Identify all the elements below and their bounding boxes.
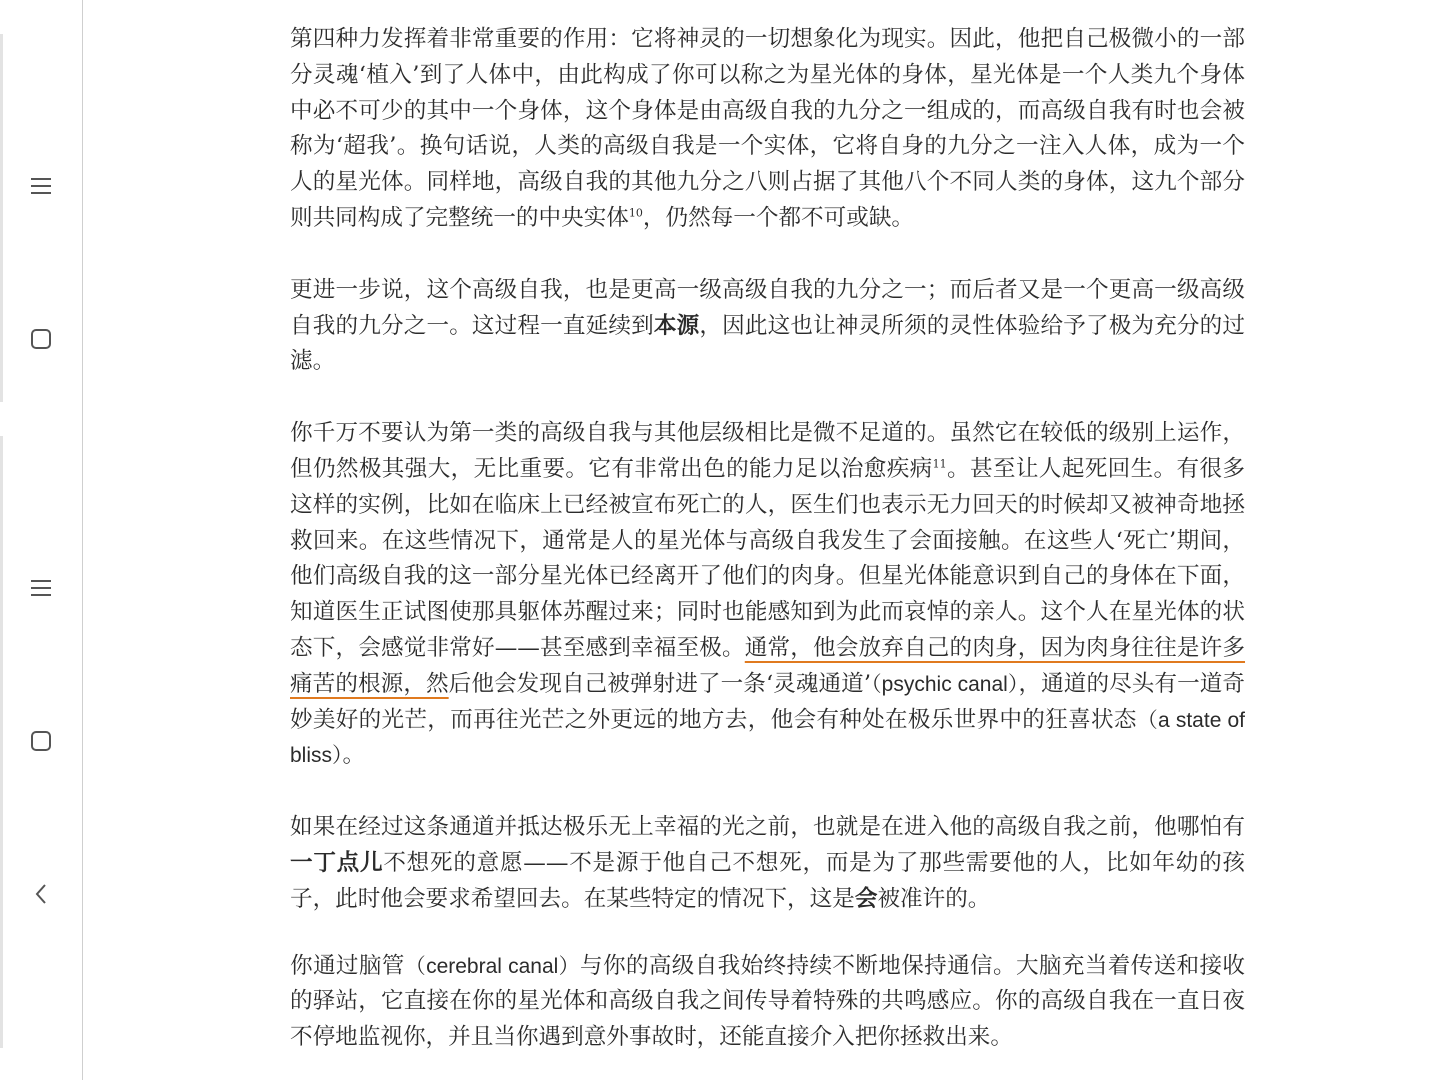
english-term-psychic-canal: （psychic canal） [871, 672, 1019, 696]
paragraph-1 [290, 22, 1245, 237]
square-icon [30, 328, 52, 350]
paragraph-5-text: 你通过脑管 [290, 952, 405, 979]
paragraph-3-text-after-highlight: 后他会发现自己被弹射进了一条‘灵魂通道’ [448, 670, 872, 697]
bold-term-will: 会 [854, 885, 878, 912]
menu-icon [30, 578, 52, 598]
paragraph-3-text: 你千万不要认为第一类的高级自我与其他层级相比是微不足道的。虽然它在较低的级别上运作，但仍然极其强大，无比重要。它有非常出色的能力足以治愈疾病 [290, 420, 1245, 482]
paragraph-4-text-mid: 不想死的意愿——不是源于他自己不想死，而是为了那些需要他的人，比如年幼的孩子，此时他会要求希望回去。在某些特定的情况下，这是 [290, 849, 1246, 912]
paragraph-4-text: 如果在经过这条通道并抵达极乐无上幸福的光之前，也就是在进入他的高级自我之前，他哪怕有 [290, 814, 1245, 841]
menu-button-1[interactable] [22, 167, 60, 205]
paragraph-2-text-end: ，因此这也让神灵所须的灵性体验给予了极为充分的过滤。 [290, 312, 1246, 375]
paragraph-3-text-end: 。 [342, 742, 366, 769]
paragraph-1-text: 第四种力发挥着非常重要的作用：它将神灵的一切想象化为现实。因此，他把自己极微小的一部分灵魂‘植入’到了人体中，由此构成了你可以称之为星光体的身体，星光体是一个人类九个身体中必不可少的其中一个身体，这个身体是由高级自我的九分之一组成的，而高级自我有时也会被称为‘超我’。换句话说，人类的高级自我是一个实体，它将自身的九分之一注入人体，成为一个人的星光体。同样地，高级自我的其他九分之八则占据了其他八个不同人类的身体，这九个部分则共同构成了完整统一的中央实体 [290, 26, 1245, 231]
paragraph-1-text-end: ，仍然每一个都不可或缺。 [642, 204, 915, 231]
bold-term-source: 本源 [653, 312, 700, 339]
back-button[interactable] [22, 875, 60, 913]
paragraph-2 [290, 273, 1245, 380]
menu-button-2[interactable] [22, 569, 60, 607]
paragraph-3 [290, 416, 1245, 774]
menu-icon [30, 176, 52, 196]
paragraph-4-text-end: 被准许的。 [877, 885, 991, 912]
footnote-ref-10[interactable]: 10 [628, 206, 643, 220]
navigation-rail [0, 0, 83, 1080]
paragraph-5 [290, 949, 1245, 1056]
paragraph-3-text-mid: 。甚至让人起死回生。有很多这样的实例，比如在临床上已经被宣布死亡的人，医生们也表示无力回天的时候却又被神奇地拯救回来。在这些情况下，通常是人的星光体与高级自我发生了会面接触。在这些人‘死亡’期间，他们高级自我的这一部分星光体已经离开了他们的肉身。但星光体能意识到自己的身体在下面，知道医生正试图使那具躯体苏醒过来；同时也能感知到为此而哀悼的亲人。这个人在星光体的状态下，会感觉非常好——甚至感到幸福至极。 [290, 455, 1246, 661]
highlight-underline[interactable]: 通常，他会放弃自己的肉身，因为肉身往往是许多痛苦的根源，然 [290, 634, 1246, 697]
square-button-2[interactable] [22, 722, 60, 760]
english-term-state-of-bliss: （a state of bliss） [290, 708, 1246, 768]
back-chevron-icon [33, 883, 49, 905]
footnote-ref-11[interactable]: 11 [932, 457, 947, 471]
paragraph-5-text-end: 与你的高级自我始终持续不断地保持通信。大脑充当着传送和接收的驿站，它直接在你的星光体和高级自我之间传导着特殊的共鸣感应。你的高级自我在一直日夜不停地监视你，并且当你遇到意外事故时，还能直接介入把你拯救出来。 [290, 952, 1246, 1051]
square-icon [30, 730, 52, 752]
paragraph-4 [290, 810, 1245, 917]
rail-edge-top [0, 34, 3, 402]
rail-edge-bottom [0, 436, 3, 1048]
bold-term-tiny-bit: 一丁点儿 [290, 849, 384, 876]
reader-content [290, 22, 1245, 1080]
english-term-cerebral-canal: （cerebral canal） [404, 954, 581, 978]
square-button-1[interactable] [22, 320, 60, 358]
paragraph-2-text: 更进一步说，这个高级自我，也是更高一级高级自我的九分之一；而后者又是一个更高一级高级自我的九分之一。这过程一直延续到 [290, 276, 1245, 339]
paragraph-3-text-late: ，通道的尽头有一道奇妙美好的光芒，而再往光芒之外更远的地方去，他会有种处在极乐世界中的狂喜状态 [290, 670, 1246, 733]
